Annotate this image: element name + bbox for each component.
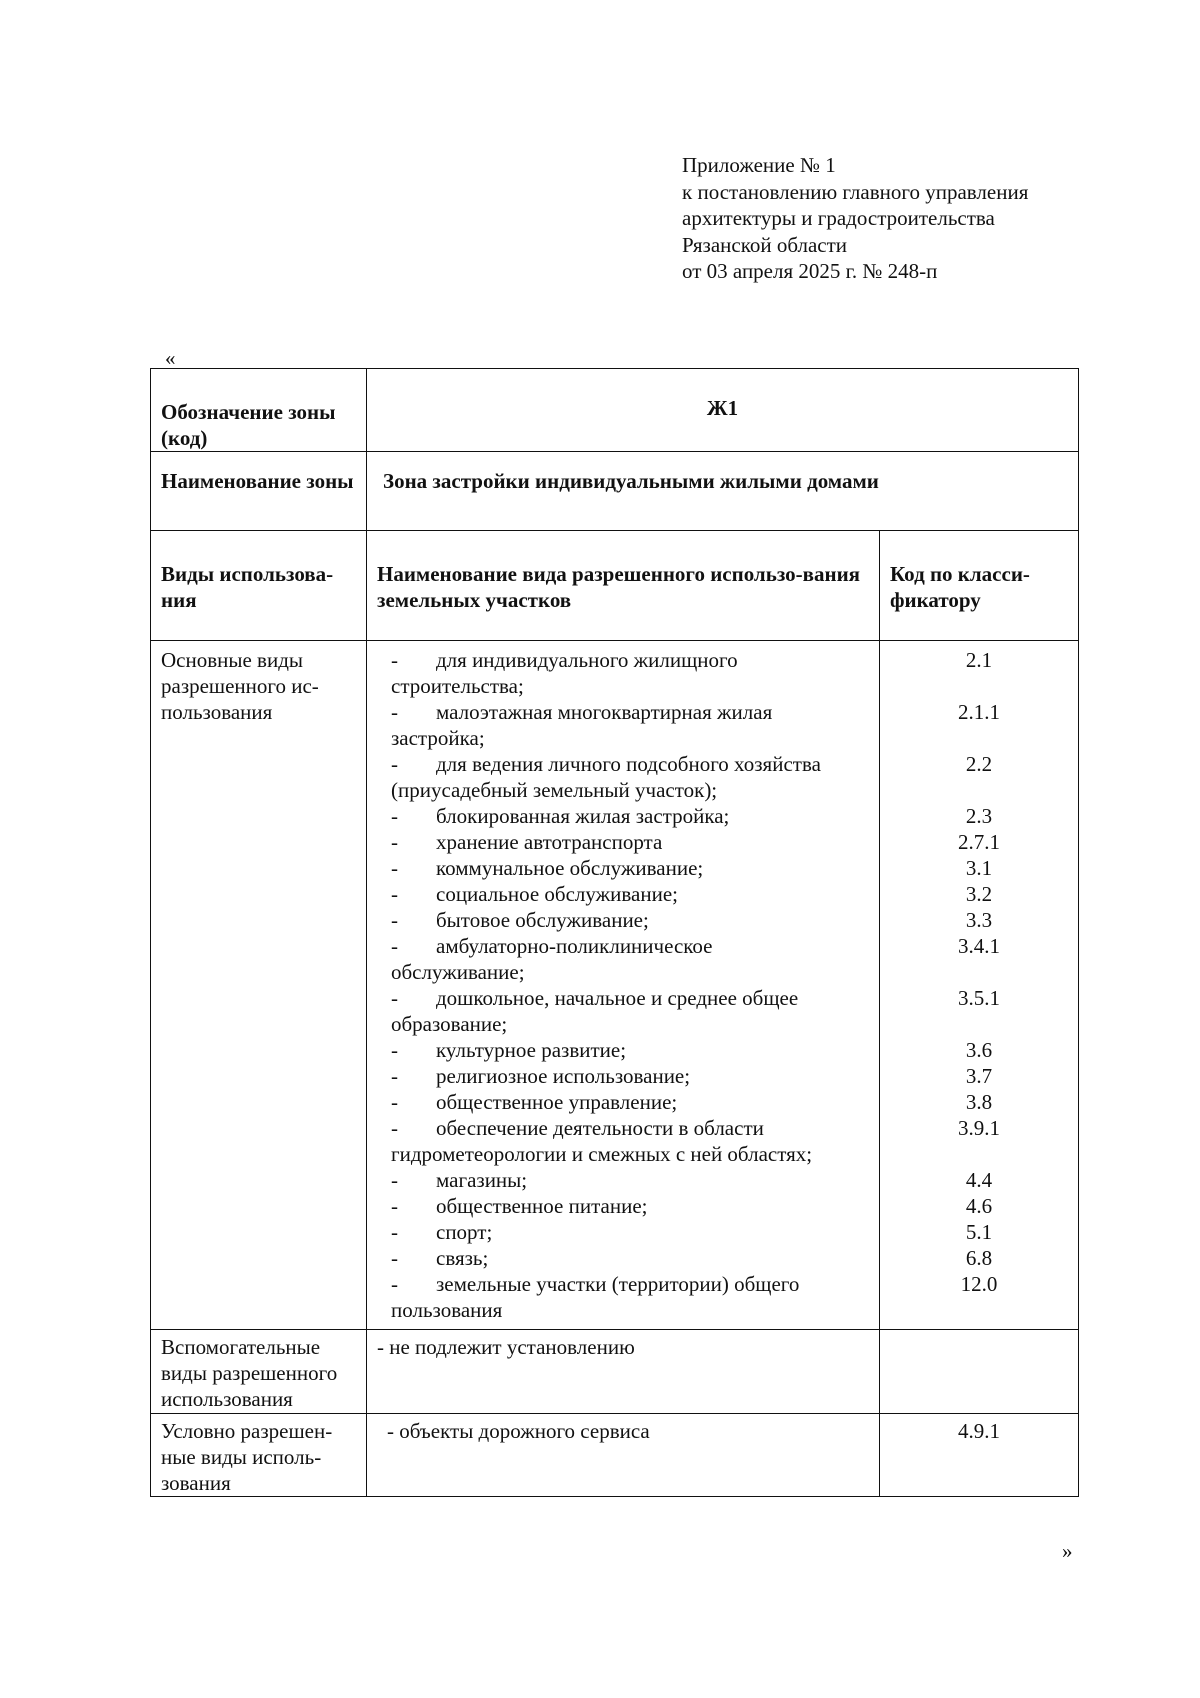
classifier-code: 2.1 [965,648,993,672]
appendix-line: от 03 апреля 2025 г. № 248-п [682,259,938,283]
use-item-text: культурное развитие; [436,1038,627,1062]
list-dash: - [391,752,398,776]
use-item-continuation: застройка; [391,726,485,750]
list-dash: - [391,700,398,724]
classifier-code: 12.0 [960,1272,998,1296]
zone-code-row [151,369,1079,452]
classifier-code: 3.3 [965,908,993,932]
use-item [391,751,869,803]
classifier-code: 5.1 [965,1220,993,1244]
aux-uses-row [151,1330,1079,1414]
use-item-continuation: обслуживание; [391,960,525,984]
classifier-code: 3.4.1 [958,934,1000,958]
use-item-text: связь; [436,1246,489,1270]
aux-uses-code [880,1330,1079,1414]
zone-name-label: Наименование зоны [151,452,367,531]
zone-code-label: Обозначение зоны (код) [151,369,367,452]
use-item-text: амбулаторно-поликлиническое [436,934,713,958]
use-item-text: религиозное использование; [436,1064,691,1088]
list-dash: - [391,986,398,1010]
classifier-code: 2.1.1 [958,700,1000,724]
list-dash: - [391,1194,398,1218]
classifier-code: 3.1 [965,856,993,880]
classifier-code: 4.6 [965,1194,993,1218]
list-dash: - [391,1038,398,1062]
aux-uses-label: Вспомогательные виды разрешенного использования [151,1330,367,1414]
list-dash: - [391,1090,398,1114]
appendix-line: к постановлению главного управления [682,179,1029,204]
list-dash: - [391,648,398,672]
list-dash: - [391,1116,398,1140]
main-uses-label: Основные виды разрешенного ис-пользования [151,641,367,1330]
use-item-text: спорт; [436,1220,493,1244]
use-item [391,829,869,855]
appendix-line: Приложение № 1 [682,153,836,177]
use-item-text: бытовое обслуживание; [436,908,649,932]
use-item-text: хранение автотранспорта [436,830,663,854]
aux-uses-value: - не подлежит установлению [367,1330,880,1414]
use-item-text: коммунальное обслуживание; [436,856,704,880]
classifier-code: 2.7.1 [958,830,1000,854]
classifier-code: 3.6 [965,1038,993,1062]
list-dash: - [391,908,398,932]
use-item [391,933,869,985]
use-item-continuation: строительства; [391,674,524,698]
main-uses-list [367,641,880,1330]
use-item-continuation: образование; [391,1012,508,1036]
use-item-text: для индивидуального жилищного [436,648,738,672]
list-dash: - [391,1168,398,1192]
use-item-text: блокированная жилая застройка; [436,804,730,828]
header-code: Код по класси-фикатору [880,531,1079,641]
zone-table [150,368,1079,1497]
conditional-uses-label: Условно разрешен-ные виды исполь-зования [151,1414,367,1497]
use-item [391,1193,869,1219]
zone-name-value: Зона застройки индивидуальными жилыми домами [367,452,1079,531]
use-item-text: социальное обслуживание; [436,882,678,906]
use-item [391,1271,869,1323]
list-dash: - [391,1272,398,1296]
use-item-text: магазины; [436,1168,528,1192]
use-item [391,699,869,751]
list-dash: - [391,882,398,906]
main-uses-row [151,641,1079,1330]
classifier-code: 3.2 [965,882,993,906]
header-name: Наименование вида разрешенного использо-вания земельных участков [367,531,880,641]
main-uses-codes [880,641,1079,1330]
use-item [391,1089,869,1115]
list-dash: - [391,1220,398,1244]
use-item [391,1167,869,1193]
list-dash: - [391,1064,398,1088]
conditional-uses-value: - объекты дорожного сервиса [367,1414,880,1497]
classifier-code: 4.4 [965,1168,993,1192]
classifier-code: 2.2 [965,752,993,776]
header-types: Виды использова-ния [151,531,367,641]
use-item-text: земельные участки (территории) общего [436,1272,800,1296]
use-item-continuation: (приусадебный земельный участок); [391,778,718,802]
classifier-code: 3.7 [965,1064,993,1088]
use-item-text: для ведения личного подсобного хозяйства [436,752,821,776]
use-item [391,1063,869,1089]
list-dash: - [391,804,398,828]
classifier-code: 6.8 [965,1246,993,1270]
use-item [391,647,869,699]
classifier-code: 3.5.1 [958,986,1000,1010]
list-dash: - [391,856,398,880]
zone-code-value: Ж1 [367,369,1079,452]
list-dash: - [391,1246,398,1270]
opening-quote: « [165,346,176,370]
conditional-uses-row [151,1414,1079,1497]
use-item-continuation: гидрометеорологии и смежных с ней областях; [391,1142,813,1166]
classifier-code: 3.8 [965,1090,993,1114]
appendix-line: Рязанской области [682,232,848,257]
appendix-line: архитектуры и градостроительства [682,206,995,230]
use-item-text: дошкольное, начальное и среднее общее [436,986,799,1010]
use-item [391,907,869,933]
classifier-code: 3.9.1 [958,1116,1000,1140]
list-dash: - [391,934,398,958]
classifier-code: 2.3 [965,804,993,828]
use-item-continuation: пользования [391,1298,503,1322]
use-item-text: общественное питание; [436,1194,648,1218]
use-item [391,1245,869,1271]
use-item [391,803,869,829]
use-item-text: обеспечение деятельности в области [436,1116,764,1140]
use-item [391,855,869,881]
closing-quote: » [1062,1539,1073,1563]
use-item [391,985,869,1037]
zone-name-row [151,452,1079,531]
column-header-row [151,531,1079,641]
use-item [391,1037,869,1063]
use-item [391,1115,869,1167]
use-item-text: общественное управление; [436,1090,678,1114]
use-item-text: малоэтажная многоквартирная жилая [436,700,773,724]
conditional-uses-code: 4.9.1 [880,1414,1079,1497]
use-item [391,881,869,907]
use-item [391,1219,869,1245]
list-dash: - [391,830,398,854]
appendix-header [682,152,1028,285]
